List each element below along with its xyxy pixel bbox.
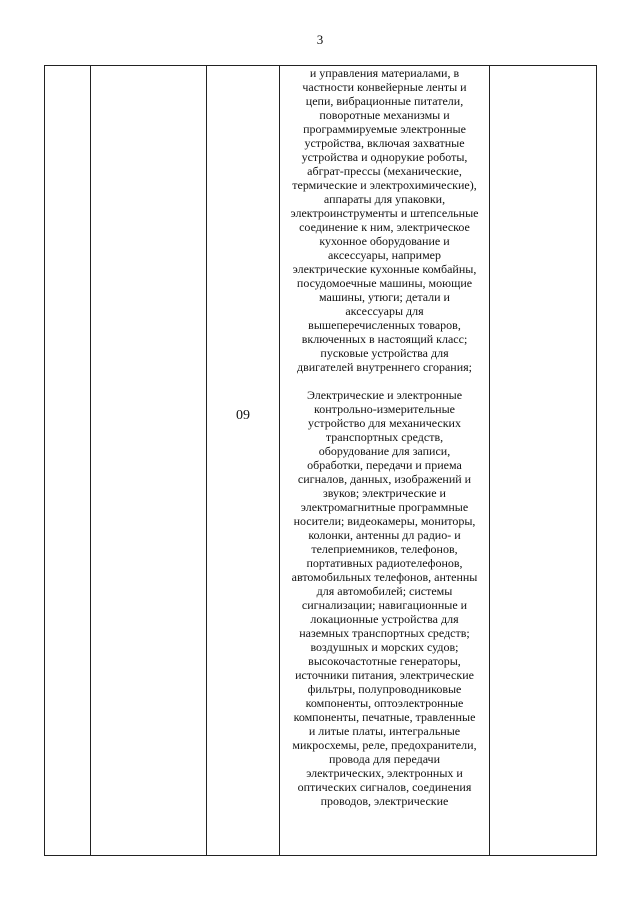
description-line: наземных транспортных средств; [299, 626, 470, 640]
description-line: сигнализации; навигационные и [301, 598, 468, 612]
description-line: соединение к ним, электрическое [299, 220, 470, 234]
description-line: пусковые устройства для [320, 346, 449, 360]
description-line: портативных радиотелефонов, [306, 556, 463, 570]
goods-table [44, 65, 597, 856]
description-line: высокочастотные генераторы, [308, 654, 461, 668]
cell-col-1 [45, 66, 91, 856]
description-paragraph [282, 66, 487, 374]
table-row [45, 66, 597, 856]
description-line: для автомобилей; системы [316, 584, 453, 598]
description-line: обработки, передачи и приема [307, 458, 462, 472]
description-line: аксессуары для [345, 304, 424, 318]
description-line: поворотные механизмы и [319, 108, 450, 122]
description-line: сигналов, данных, изображений и [297, 472, 472, 486]
description-line: термические и электрохимические), [292, 178, 477, 192]
goods-description [280, 66, 489, 808]
description-line: машины, утюги; детали и [319, 290, 450, 304]
description-line: носители; видеокамеры, мониторы, [293, 514, 476, 528]
description-line: звуков; электрические и [323, 486, 446, 500]
description-line: посудомоечные машины, моющие [296, 276, 473, 290]
class-number: 09 [236, 408, 250, 423]
description-line: оборудование для записи, [318, 444, 451, 458]
description-line: колонки, антенны дл радио- и [308, 528, 461, 542]
description-line: частности конвейерные ленты и [302, 80, 467, 94]
description-line: аксессуары, например [327, 248, 442, 262]
description-line: устройства, включая захватные [304, 136, 465, 150]
description-line: автомобильных телефонов, антенны [291, 570, 478, 584]
cell-description [280, 66, 490, 856]
description-line: аппараты для упаковки, [323, 192, 446, 206]
cell-class-number [207, 66, 280, 856]
description-line: вышеперечисленных товаров, [308, 318, 461, 332]
description-line: локационные устройства для [310, 612, 459, 626]
description-paragraph [282, 388, 487, 808]
description-line: программируемые электронные [303, 122, 466, 136]
description-line: источники питания, электрические [295, 668, 474, 682]
cell-col-2 [91, 66, 207, 856]
description-line: воздушных и морских судов; [310, 640, 459, 654]
description-line: проводов, электрические [320, 794, 449, 808]
description-line: электромагнитные программные [300, 500, 469, 514]
description-line: и литые платы, интегральные [308, 724, 461, 738]
description-line: микросхемы, реле, предохранители, [292, 738, 477, 752]
description-line: электроинструменты и штепсельные [290, 206, 479, 220]
page-number: 3 [316, 32, 324, 47]
description-line: компоненты, печатные, травленные [293, 710, 476, 724]
description-line: провода для передачи [328, 752, 441, 766]
cell-col-5 [490, 66, 597, 856]
description-line: телеприемников, телефонов, [311, 542, 458, 556]
description-line: электрических, электронных и [306, 766, 463, 780]
description-line: устройства и однорукие роботы, [301, 150, 468, 164]
description-line: двигателей внутреннего сгорания; [296, 360, 472, 374]
description-line: оптических сигналов, соединения [297, 780, 472, 794]
description-line: компоненты, оптоэлектронные [305, 696, 464, 710]
description-line: кухонное оборудование и [319, 234, 450, 248]
description-line: фильтры, полупроводниковые [307, 682, 462, 696]
description-line: устройство для механических [308, 416, 461, 430]
description-line: Электрические и электронные [306, 388, 463, 402]
description-line: транспортных средств, [325, 430, 444, 444]
description-line: электрические кухонные комбайны, [292, 262, 477, 276]
description-line: абграт-прессы (механические, [307, 164, 462, 178]
description-line: контрольно-измерительные [314, 402, 455, 416]
description-line: включенных в настоящий класс; [301, 332, 468, 346]
description-line: и управления материалами, в [309, 66, 460, 80]
description-line: цепи, вибрационные питатели, [305, 94, 464, 108]
